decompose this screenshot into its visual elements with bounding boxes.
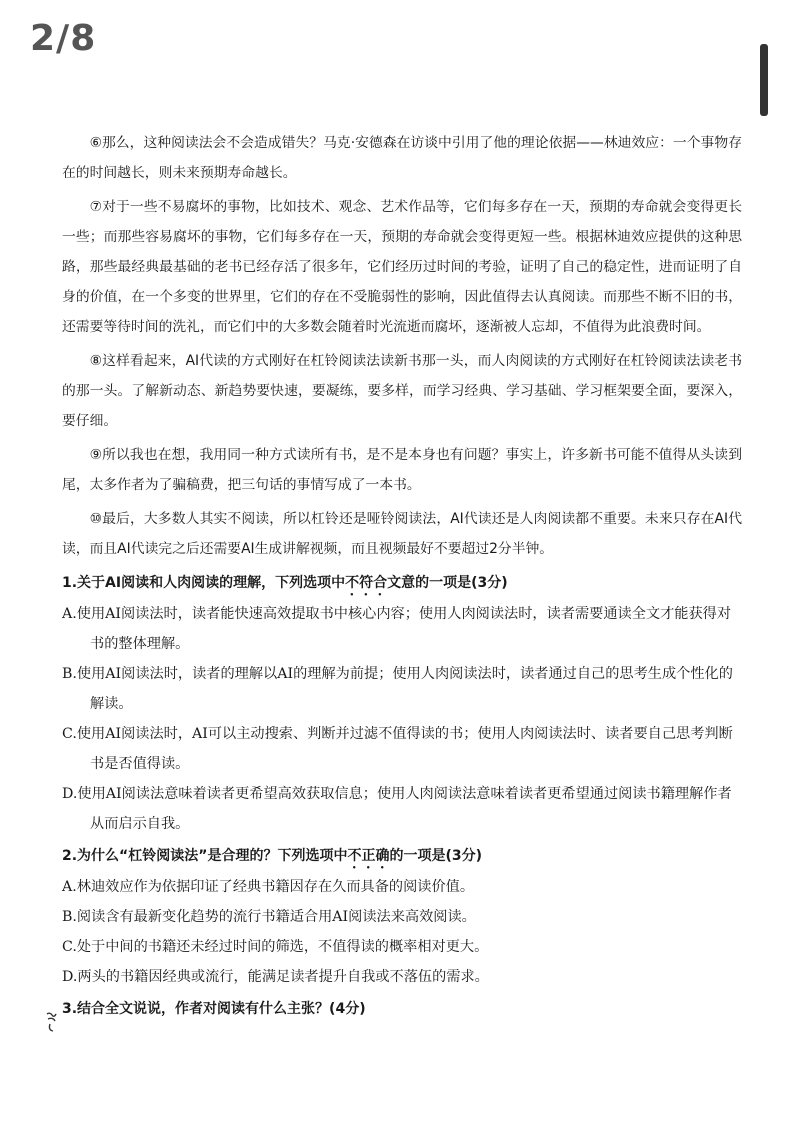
paragraph-9: ⑨所以我也在想，我用同一种方式读所有书，是不是本身也有问题？事实上，许多新书可能不值得从头读到尾，太多作者为了骗稿费，把三句话的事情写成了一本书。 (62, 447, 742, 493)
stem-emphasis: 不符合 (345, 575, 388, 591)
question-2-option-a: A.林迪效应作为依据印证了经典书籍因存在久而具备的阅读价值。 (62, 879, 475, 895)
paragraph-10: ⑩最后，大多数人其实不阅读，所以杠铃还是哑铃阅读法，AI代读还是人肉阅读都不重要。未来只存在AI代读，而且AI代读完之后还需要AI生成讲解视频，而且视频最好不要超过2分半钟。 (62, 511, 742, 557)
question-2-option-b: B.阅读含有最新变化趋势的流行书籍适合用AI阅读法来高效阅读。 (62, 909, 476, 925)
question-2-stem (62, 841, 742, 872)
stem-emphasis: 不正确 (347, 848, 390, 864)
stem-text: 的一项是(3分) (389, 848, 483, 864)
question-1-stem (62, 568, 742, 599)
paragraph-7: ⑦对于一些不易腐坏的事物，比如技术、观念、艺术作品等，它们每多存在一天，预期的寿命就会变得更长一些；而那些容易腐坏的事物，它们每多存在一天，预期的寿命就会变得更短一些。根据林迪效应提供的这种思路，那些最经典最基础的老书已经存活了很多年，它们经历过时间的考验，证明了自己的稳定性，进而证明了自身的价值，在一个多变的世界里，它们的存在不受脆弱性的影响，因此值得去认真阅读。而那些不断不旧的书，还需要等待时间的洗礼，而它们中的大多数会随着时光流逝而腐坏，逐渐被人忘却，不值得为此浪费时间。 (62, 199, 742, 335)
document-body (62, 128, 742, 1024)
question-2-option-d: D.两头的书籍因经典或流行，能满足读者提升自我或不落伍的需求。 (62, 969, 489, 985)
paragraph-6: ⑥那么，这种阅读法会不会造成错失？马克·安德森在访谈中引用了他的理论依据——林迪效应：一个事物存在的时间越长，则未来预期寿命越长。 (62, 135, 742, 181)
question-1-option-b: B.使用AI阅读法时，读者的理解以AI的理解为前提；使用人肉阅读法时，读者通过自己的思考生成个性化的解读。 (62, 666, 733, 712)
scan-edge-mark (760, 44, 768, 116)
question-2 (62, 841, 742, 992)
question-1-option-d: D.使用AI阅读法意味着读者更希望高效获取信息；使用人肉阅读法意味着读者更希望通过阅读书籍理解作者从而启示自我。 (62, 786, 732, 832)
question-3-stem (62, 994, 742, 1024)
question-1-option-a: A.使用AI阅读法时，读者能快速高效提取书中核心内容；使用人肉阅读法时，读者需要通读全文才能获得对书的整体理解。 (62, 606, 732, 652)
paragraph-8: ⑧这样看起来，AI代读的方式刚好在杠铃阅读法读新书那一头，而人肉阅读的方式刚好在杠铃阅读法读老书的那一头。了解新动态、新趋势要快速，要凝练，要多样，而学习经典、学习基础、学习框架要全面，要深入，要仔细。 (62, 353, 742, 429)
stem-text: 2.为什么“杠铃阅读法”是合理的？下列选项中 (62, 848, 348, 864)
stem-text: 文意的一项是(3分) (387, 575, 508, 591)
handwriting-scribble-icon (44, 1010, 66, 1034)
question-1 (62, 568, 742, 839)
question-3 (62, 994, 742, 1024)
stem-text: 3.结合全文说说，作者对阅读有什么主张？(4分) (62, 1001, 366, 1017)
stem-text: 1.关于AI阅读和人肉阅读的理解，下列选项中 (62, 575, 346, 591)
question-1-option-c: C.使用AI阅读法时，AI可以主动搜索、判断并过滤不值得读的书；使用人肉阅读法时、读者要自己思考判断书是否值得读。 (62, 726, 733, 772)
question-2-option-c: C.处于中间的书籍还未经过时间的筛选，不值得读的概率相对更大。 (62, 939, 489, 955)
page-number: 2/8 (30, 18, 97, 59)
